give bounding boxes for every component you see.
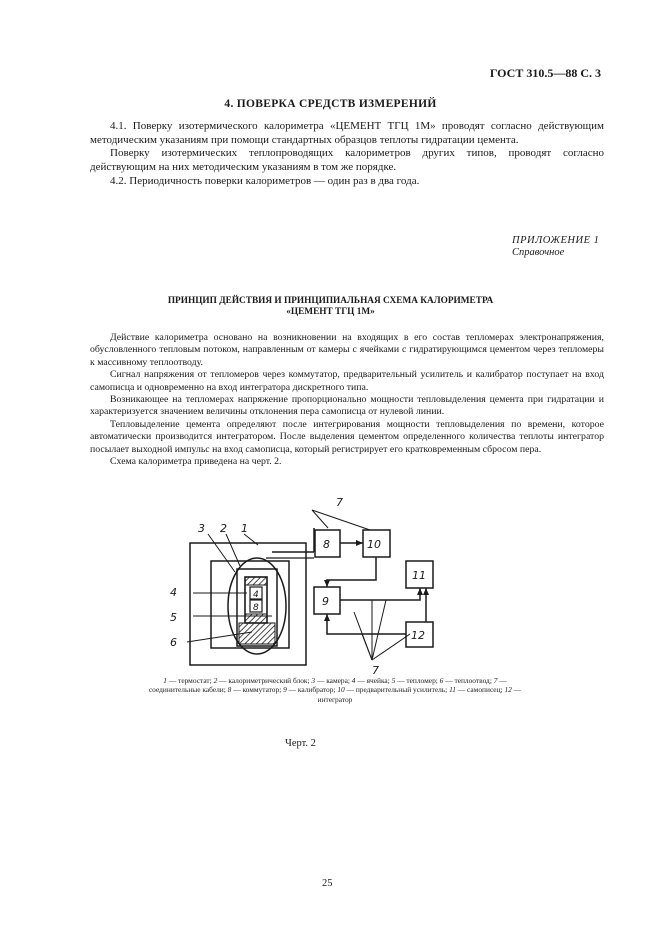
legend-text: — соединительные кабели; <box>148 676 507 695</box>
figure-caption: Черт. 2 <box>285 738 316 749</box>
heat-sink-hatch <box>239 623 275 644</box>
cable-integrator-calibrator <box>327 614 406 634</box>
calibrator-label: 9 <box>322 595 329 608</box>
recorder-label: 11 <box>412 569 426 582</box>
legend-num: 6 <box>439 676 444 685</box>
legend-text: — ячейка; <box>355 676 392 685</box>
legend-num: 9 <box>283 685 287 695</box>
label-7-top: 7 <box>336 496 343 509</box>
legend-num: 8 <box>227 685 232 695</box>
legend-text: — теплоотвод; <box>443 676 494 685</box>
label-1: 1 <box>241 522 248 535</box>
integrator-label: 12 <box>411 629 425 642</box>
legend-text: — тепломер; <box>395 676 440 685</box>
legend-num: 10 <box>337 685 345 695</box>
thermometer-lower-hatch <box>245 614 267 623</box>
legend-text: — интегратор <box>317 685 522 704</box>
cable-calibrator-recorder <box>340 588 420 600</box>
legend-text: — камера; <box>315 676 352 685</box>
section-title: 4. ПОВЕРКА СРЕДСТВ ИЗМЕРЕНИЙ <box>224 98 437 110</box>
label-3: 3 <box>198 522 205 535</box>
legend-text: — термостат; <box>167 676 214 685</box>
paragraph-4-2: 4.2. Периодичность поверки калориметров — один раз в два года. <box>110 174 420 187</box>
legend-text: — самописец; <box>455 685 505 695</box>
paragraph-4-1-b: Поверку изотермических теплопроводящих калориметров других типов, проводят согласно действующим на них методическим указаниям в том же порядке. <box>90 147 604 174</box>
appendix-label: ПРИЛОЖЕНИЕ 1 <box>512 235 600 246</box>
cell-label-top: 4 <box>253 590 259 600</box>
legend-text: — предварительный усилитель; <box>344 685 450 695</box>
label-2: 2 <box>220 522 227 535</box>
page-number: 25 <box>322 878 333 889</box>
cable-preamp-calibrator <box>327 557 376 587</box>
legend-num: 5 <box>391 676 396 685</box>
appendix-paragraph: Возникающее на тепломерах напряжение пропорционально мощности тепловыделения цемента при гидратации и характеризуется значением величины отклонения пера самописца от нулевой линии. <box>90 394 604 418</box>
label-5: 5 <box>170 611 177 624</box>
legend-text: — коммутатор; <box>231 685 284 695</box>
thermometer-upper-hatch <box>245 577 267 585</box>
preamplifier-label: 10 <box>367 538 381 551</box>
appendix-title-line-2: «ЦЕМЕНТ ТГЦ 1М» <box>286 307 375 317</box>
appendix-title-line-1: ПРИНЦИП ДЕЙСТВИЯ И ПРИНЦИПИАЛЬНАЯ СХЕМА КАЛОРИМЕТРА <box>167 296 494 306</box>
legend-text: — калибратор; <box>286 685 338 695</box>
appendix-paragraph: Сигнал напряжения от тепломеров через коммутатор, предварительный усилитель и калибратор поступает на вход самописца и одновременно на вход интегратора дискретного типа. <box>90 369 604 393</box>
appendix-note: Справочное <box>512 247 565 258</box>
paragraph-4-1: 4.1. Поверку изотермического калориметра «ЦЕМЕНТ ТГЦ 1М» проводят согласно действующим методическим указаниям при помощи стандартных образцов теплоты гидратации цемента. <box>90 120 604 146</box>
diagram-legend <box>140 676 530 704</box>
appendix-paragraph: Схема калориметра приведена на черт. 2. <box>110 456 282 468</box>
appendix-paragraph: Тепловыделение цемента определяют после интегрирования мощности тепловыделения по времени, которое автоматически производится интегратором. После выделения цементом определенного количества теплоты интегратор посылает выходной импульс на вход самописца, который регистрирует его кратковременным сбросом пера. <box>90 418 604 455</box>
legend-num: 1 <box>163 676 167 685</box>
appendix-paragraph: Действие калориметра основано на возникновении на входящих в его состав тепломерах электронапряжения, обусловленного тепловым потоком, направленным от камеры с ячейками с гидратирующимся цементом через тепломеры к массивному теплоотводу. <box>90 332 604 368</box>
commutator-label: 8 <box>323 538 330 551</box>
legend-num: 2 <box>213 676 218 685</box>
legend-num: 11 <box>449 685 456 695</box>
label-6: 6 <box>170 636 177 649</box>
label-7-bottom: 7 <box>372 664 379 677</box>
label-4: 4 <box>170 586 177 599</box>
legend-text: — калориметрический блок; <box>217 676 312 685</box>
legend-num: 12 <box>504 685 512 695</box>
legend-num: 4 <box>351 676 356 685</box>
legend-num: 7 <box>493 676 498 685</box>
legend-num: 3 <box>311 676 316 685</box>
cell-label-bottom: 8 <box>253 603 259 613</box>
page-header-reference: ГОСТ 310.5—88 С. 3 <box>489 66 601 80</box>
